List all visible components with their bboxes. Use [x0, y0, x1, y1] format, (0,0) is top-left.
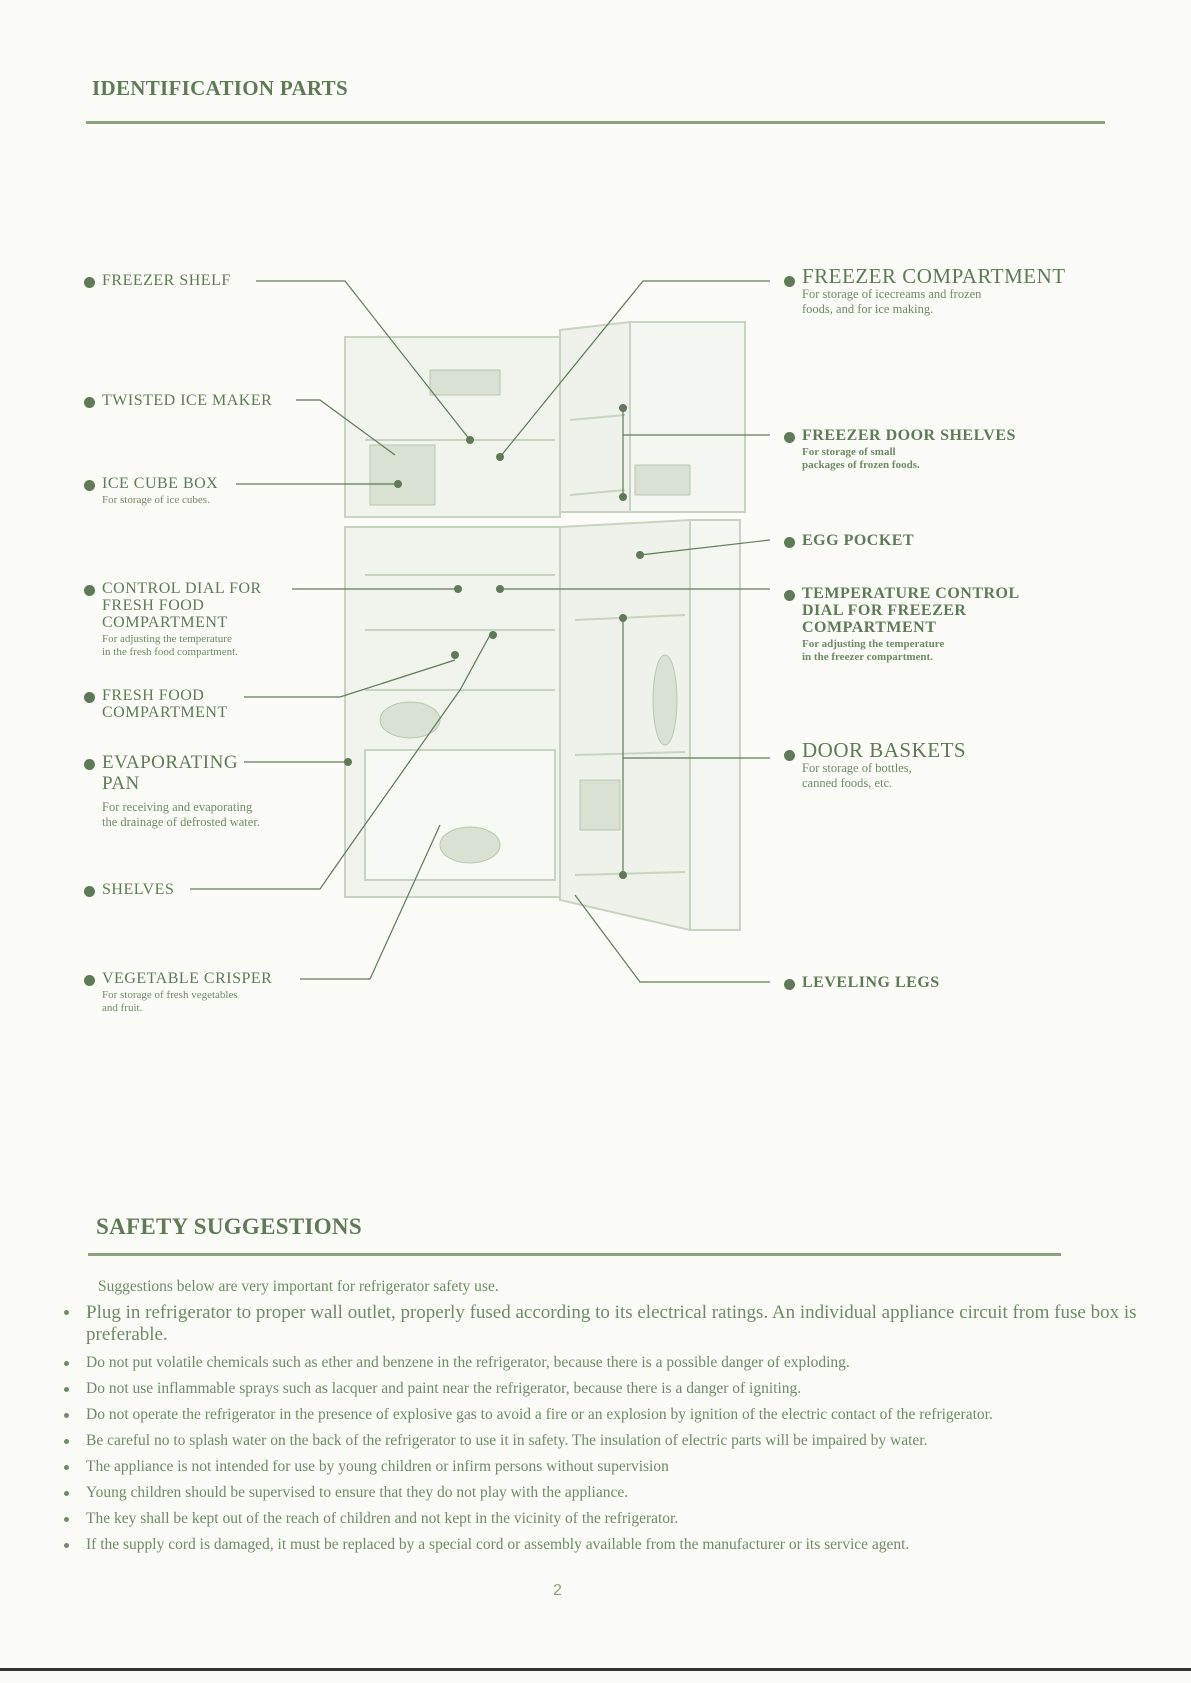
bullet-dot	[784, 537, 795, 548]
label-title: TEMPERATURE CONTROL DIAL FOR FREEZER COMPARTMENT	[802, 585, 1020, 636]
bullet-dot	[784, 432, 795, 443]
leader-dots	[344, 404, 644, 879]
refrigerator-illustration	[345, 322, 745, 930]
label-freezer-door-shelves	[802, 427, 1016, 472]
safety-item: Be careful no to splash water on the back of the refrigerator to use it in safety. The insulation of electric parts will be impaired by water.	[60, 1431, 1140, 1450]
safety-item: The key shall be kept out of the reach of children and not kept in the vicinity of the refrigerator.	[60, 1509, 1140, 1528]
label-description: For storage of ice cubes.	[102, 494, 210, 506]
label-control-dial-fresh-food	[102, 580, 262, 659]
safety-intro: Suggestions below are very important for refrigerator safety use.	[98, 1278, 499, 1295]
label-shelves	[102, 881, 174, 898]
safety-item: Young children should be supervised to ensure that they do not play with the appliance.	[60, 1483, 1140, 1502]
bullet-dot	[784, 276, 795, 287]
diagram-content-shapes	[370, 370, 690, 863]
label-title: FREEZER COMPARTMENT	[802, 264, 1066, 288]
label-title: ICE CUBE BOX	[102, 475, 219, 492]
label-description: For adjusting the temperature in the freezer compartment.	[802, 638, 945, 663]
label-description: For storage of bottles, canned foods, etc.	[802, 761, 912, 790]
label-temperature-control-freezer	[802, 585, 1020, 664]
identification-title: IDENTIFICATION PARTS	[92, 76, 348, 100]
bullet-dot	[84, 975, 95, 986]
label-description: For storage of icecreams and frozen foods, and for ice making.	[802, 287, 982, 316]
safety-item: Do not put volatile chemicals such as ether and benzene in the refrigerator, because there is a possible danger of exploding.	[60, 1353, 1140, 1372]
bullet-dot	[84, 585, 95, 596]
label-title: CONTROL DIAL FOR FRESH FOOD COMPARTMENT	[102, 580, 262, 631]
leader-lines	[190, 281, 770, 982]
label-description: For receiving and evaporating the drainage of defrosted water.	[102, 800, 260, 829]
label-egg-pocket	[802, 532, 914, 549]
label-title: FREEZER SHELF	[102, 272, 231, 289]
label-title: FREEZER DOOR SHELVES	[802, 427, 1016, 444]
safety-item: Plug in refrigerator to proper wall outlet, properly fused according to its electrical ratings. An individual appliance circuit from fuse box is preferable.	[60, 1302, 1140, 1346]
label-fresh-food-compartment	[102, 687, 228, 721]
bullet-dot	[84, 277, 95, 288]
label-description: For adjusting the temperature in the fresh food compartment.	[102, 633, 238, 658]
label-title: EGG POCKET	[802, 532, 915, 549]
label-title: SHELVES	[102, 881, 175, 898]
safety-list	[60, 1302, 1140, 1561]
label-title: DOOR BASKETS	[802, 738, 967, 762]
page-number: 2	[553, 1582, 562, 1599]
identification-rule	[86, 121, 1105, 124]
label-ice-cube-box	[102, 475, 218, 507]
bullet-dot	[84, 692, 95, 703]
safety-rule	[88, 1253, 1061, 1256]
bullet-dot	[84, 886, 95, 897]
label-title: LEVELING LEGS	[802, 974, 940, 991]
bullet-dot	[784, 979, 795, 990]
label-description: For storage of fresh vegetables and fruit.	[102, 989, 238, 1014]
label-description: For storage of small packages of frozen foods.	[802, 446, 920, 471]
label-title: TWISTED ICE MAKER	[102, 392, 273, 409]
safety-title: SAFETY SUGGESTIONS	[96, 1214, 362, 1239]
label-title: EVAPORATING PAN	[102, 752, 239, 794]
label-title: FRESH FOOD COMPARTMENT	[102, 687, 228, 721]
label-leveling-legs	[802, 974, 940, 991]
bullet-dot	[784, 750, 795, 761]
label-title: VEGETABLE CRISPER	[102, 970, 273, 987]
label-freezer-compartment	[802, 264, 1066, 317]
safety-item: Do not operate the refrigerator in the presence of explosive gas to avoid a fire or an explosion by ignition of the electric contact of the refrigerator.	[60, 1405, 1140, 1424]
bullet-dot	[84, 397, 95, 408]
bottom-edge-bar	[0, 1668, 1191, 1671]
label-twisted-ice-maker	[102, 392, 272, 409]
label-vegetable-crisper	[102, 970, 272, 1015]
safety-item: The appliance is not intended for use by young children or infirm persons without supervision	[60, 1457, 1140, 1476]
label-evaporating-pan	[102, 752, 260, 830]
bullet-dot	[84, 480, 95, 491]
bullet-dot	[84, 759, 95, 770]
label-freezer-shelf	[102, 272, 231, 289]
bullet-dot	[784, 590, 795, 601]
safety-item: If the supply cord is damaged, it must be replaced by a special cord or assembly available from the manufacturer or its service agent.	[60, 1535, 1140, 1554]
safety-item: Do not use inflammable sprays such as lacquer and paint near the refrigerator, because there is a danger of igniting.	[60, 1379, 1140, 1398]
label-door-baskets	[802, 738, 967, 791]
